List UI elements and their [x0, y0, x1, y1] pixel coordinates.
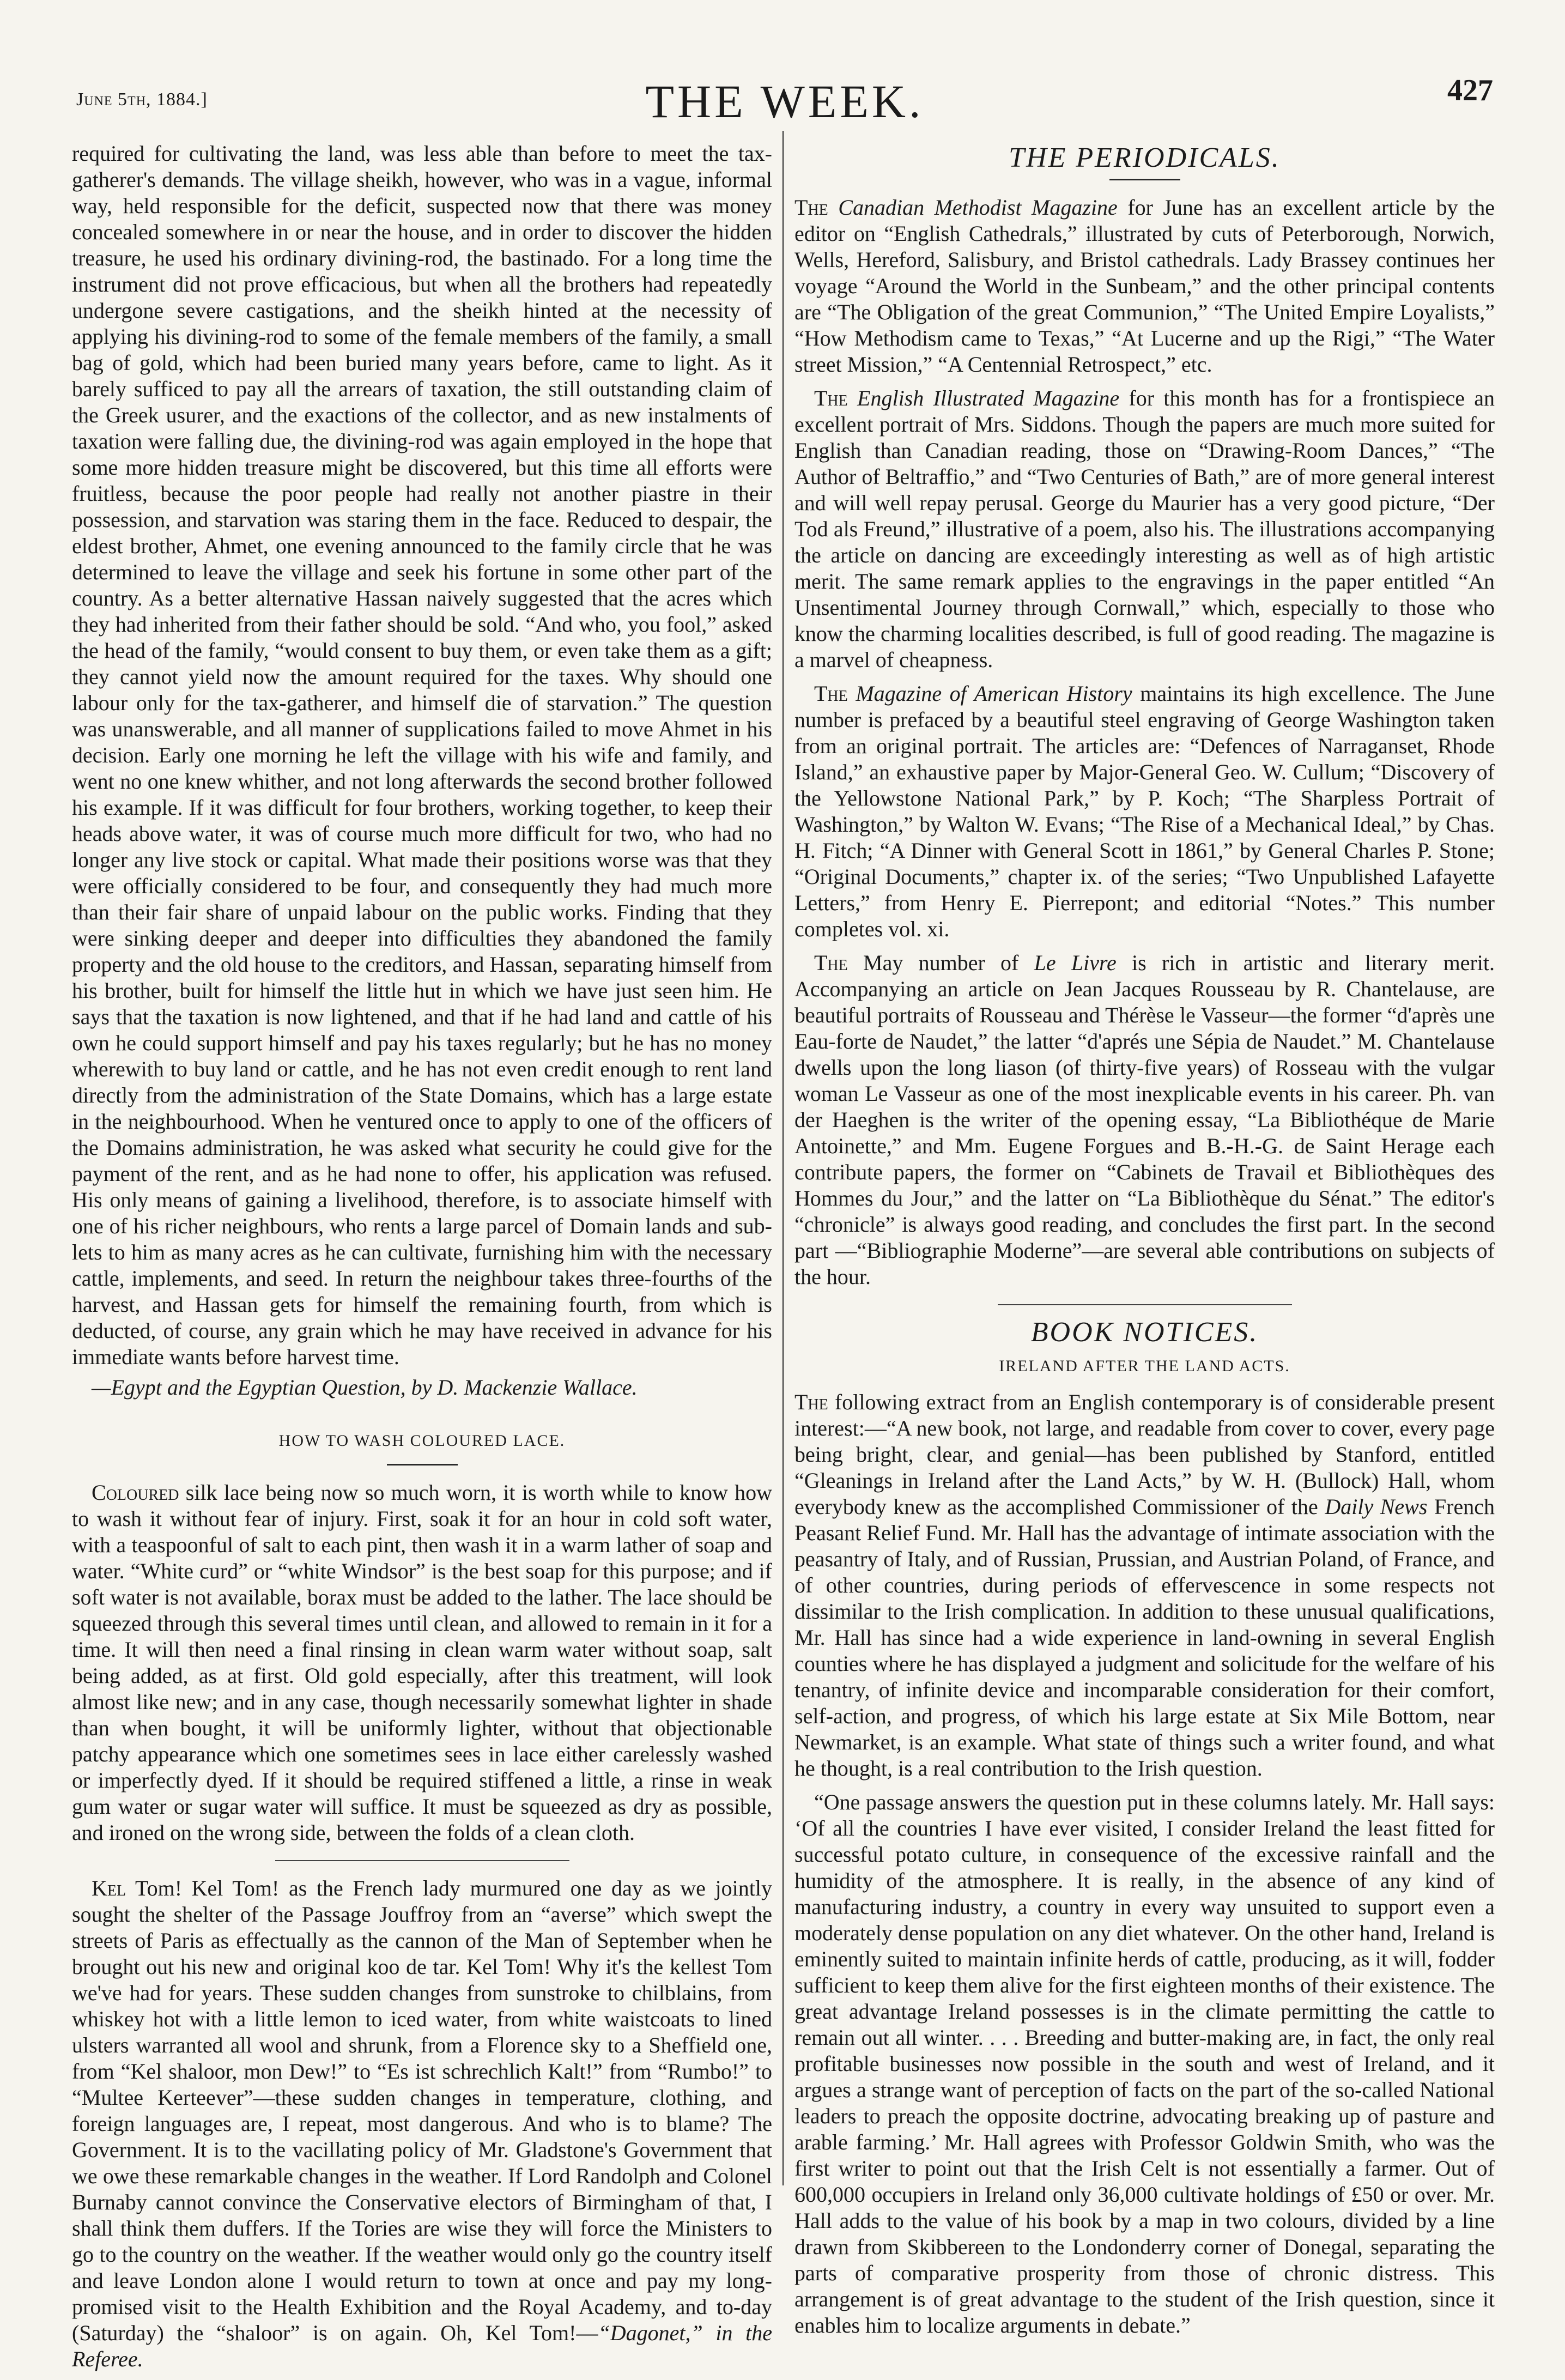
lace-first-word: Coloured: [92, 1480, 179, 1505]
ireland-text: French Peasant Relief Fund. Mr. Hall has the advantage of intimate association with the peasantry of Italy, and of Russian, Prussian, and Austrian Poland, of France, and of other countries, during periods of effervescence in some respects not dissimilar to the Irish complication. In addition to these unusual qualifications, Mr. Hall has since had a wide experience in land-owning in several English counties where he has displayed a judgment and solicitude for the welfare of his tenantry, of infinite device and incomparable consideration for their comfort, self-action, and progress, of which his large estate at Six Mile Bottom, near Newmarket, is an example. What state of things such a writer found, and what he thought, is a real contribution to the Irish question.: [794, 1494, 1495, 1781]
heading-rule: [1109, 179, 1180, 180]
magazine-title: Magazine of American History: [856, 681, 1132, 706]
ireland-quote: “One passage answers the question put in these columns lately. Mr. Hall says: ‘Of all the countries I have ever visited, I consider Ireland the least fitted for successful potato culture, in consequence of the excessive rainfall and the humidity of the atmosphere. It is really, in the absence of any kind of manufacturing industry, a country in every way unsuited to support even a moderately dense population on any diet whatever. On the other hand, Ireland is eminently suited to maintain infinite herds of cattle, producing, as it will, fodder sufficient to keep them alive for the first eighteen months of their existence. The great advantage Ireland possesses is in the climate permitting the cattle to remain out all winter. . . . Breeding and butter-making are, in fact, the only real profitable businesses now possible in the south and west of Ireland, and it argues a strange want of perception of facts on the part of the so-called National leaders to preach the opposite doctrine, advocating breaking up of pasture and arable farming.’ Mr. Hall agrees with Professor Goldwin Smith, who was the first writer to point out that the Irish Celt is not essentially a farmer. Out of 600,000 occupiers in Ireland only 36,000 cultivate holdings of £50 or over. Mr. Hall adds to the value of his book by a map in two colours, divided by a line drawn from Skibbereen to the Londonderry corner of Donegal, separating the parts of comparative prosperity from those of chronic distress. This arrangement is of great advantage to the student of the Irish question, since it enables him to localize arguments in debate.”: [794, 1790, 1495, 2337]
periodical-text: is rich in artistic and literary merit. Accompanying an article on Jean Jacques Rousseau by R. Chantelause, are beautiful portraits of Rousseau and Thérèse le Vasseur—the former “d'après une Eau-forte de Naudet,” the latter “d'aprés une Sépia de Naudet.” M. Chantelause dwells upon the long liason (of thirty-five years) of Rosseau with the vulgar woman Le Vasseur as one of the most inexplicable events in his career. Ph. van der Haeghen is the writer of the opening essay, “La Bibliothéque de Marie Antoinette,” and Mm. Eugene Forgues and B.-H.-G. de Saint Herage each contribute papers, the former on “Cabinets de Travail et Bibliothèques des Hommes du Jour,” and the latter on “La Bibliothèque du Sénat.” The editor's “chronicle” is always good reading, and concludes the first part. In the second part —“Bibliographie Moderne”—are several able contributions on subjects of the hour.: [794, 950, 1495, 1289]
column-divider: [782, 131, 784, 2185]
periodical-text: for this month has for a frontispiece an excellent portrait of Mrs. Siddons. Though the papers are much more suited for English than Canadian reading, those on “Drawing-Room Dances,” “The Author of Beltraffio,” and “Two Centuries of Bath,” are of more general interest and will well repay perusal. George du Maurier has a very good picture, “Der Tod als Freund,” illustrative of a poem, also his. The illustrations accompanying the article on dancing are exceedingly interesting as well as of high artistic merit. The same remark applies to the engravings in the paper entitled “An Unsentimental Journey through Cornwall,” which, especially to those who know the charming localities described, is full of good reading. The magazine is a marvel of cheapness.: [794, 386, 1495, 672]
periodical-english-illustrated: [794, 385, 1495, 673]
keltom-body: Tom! Kel Tom! as the French lady murmured one day as we jointly sought the shelter of the Passage Jouffroy from an “averse” which swept the streets of Paris as effectually as the cannon of the Man of September when he brought out his new and original koo de tar. Kel Tom! Why it's the kellest Tom we've had for years. These sudden changes from sunstroke to chilblains, from whiskey hot with a little lemon to iced water, from white waistcoats to lined ulsters warranted all wool and shrunk, from a Florence sky to a Sheffield one, from “Kel shaloor, mon Dew!” to “Es ist schrechlich Kalt!” from “Rumbo!” to “Multee Kerteever”—these sudden changes in temperature, clothing, and foreign languages are, I repeat, most dangerous. And who is to blame? The Government. It is to the vacillating policy of Mr. Gladstone's Government that we owe these remarkable changes in the weather. If Lord Randolph and Colonel Burnaby cannot convince the Conservative electors of Birmingham of that, I shall think them duffers. If the Tories are wise they will force the Ministers to go to the country on the weather. If the weather would only go the country itself and leave London alone I would return to town at once and pay my long-promised visit to the Health Exhibition and the Royal Academy, and to-day (Saturday) the “shaloor” is on again. Oh, Kel Tom!—: [72, 1876, 772, 2345]
lace-heading: HOW TO WASH COLOURED LACE.: [278, 1432, 566, 1450]
lace-article: [72, 1480, 772, 1846]
ireland-heading: IRELAND AFTER THE LAND ACTS.: [999, 1357, 1290, 1375]
periodical-text: for June has an excellent article by the editor on “English Cathedrals,” illustrated by cuts of Peterborough, Norwich, Wells, Hereford, Salisbury, and Bristol cathedrals. Lady Brassey continues her voyage “Around the World in the Sunbeam,” and the other principal contents are “The Obligation of the great Communion,” “The United Empire Loyalists,” “How Methodism came to Texas,” “At Lucerne and up the Rigi,” “The Water street Mission,” “A Centennial Retrospect,” etc.: [794, 195, 1495, 377]
lead-word: The: [814, 386, 848, 410]
keltom-article: [72, 1875, 772, 2372]
page-header: [76, 70, 1493, 128]
section-separator: [998, 1304, 1292, 1305]
lead-word: The: [814, 681, 848, 706]
masthead-title: THE WEEK.: [645, 75, 924, 128]
book-notices-heading: BOOK NOTICES.: [1030, 1317, 1259, 1348]
magazine-title: English Illustrated Magazine: [857, 386, 1120, 410]
lead-word: The: [794, 195, 828, 220]
issue-date: June 5th, 1884.]: [76, 89, 208, 110]
article-separator: [275, 1860, 569, 1861]
left-column: [72, 141, 772, 2380]
periodical-american-history: [794, 681, 1495, 942]
periodical-text: maintains its high excellence. The June number is prefaced by a beautiful steel engraving of George Washington taken from an original portrait. The articles are: “Defences of Narraganset, Rhode Island,” an exhaustive paper by Major-General Geo. W. Cullum; “Discovery of the Yellowstone National Park,” by P. Koch; “The Sharpless Portrait of Washington,” by Walton W. Evans; “The Rise of a Mechanical Ideal,” by Chas. H. Fitch; “A Dinner with General Scott in 1861,” by General Charles P. Stone; “Original Documents,” chapter ix. of the series; “Two Unpublished Lafayette Letters,” from Henry E. Pierrepont; and editorial “Notes.” This number completes vol. xi.: [794, 681, 1495, 941]
egypt-excerpt: required for cultivating the land, was less able than before to meet the tax-gatherer's demands. The village sheikh, however, who was in a vague, informal way, held responsible for the deficit, suspected now that there was money concealed somewhere in or near the house, and in order to discover the hidden treasure, he used his ordinary divining-rod, the bastinado. For a long time the instrument did not prove efficacious, but when all the brothers had repeatedly undergone severe castigations, and the sheikh hinted at the necessity of applying his divining-rod to some of the female members of the family, a small bag of gold, which had been buried many years before, came to light. As it barely sufficed to pay all the arrears of taxation, the still outstanding claim of the Greek usurer, and the exactions of the collector, and as new instalments of taxation were falling due, the divining-rod was again employed in the hope that some more hidden treasure might be discovered, but this time all efforts were fruitless, because the poor people had really not another piastre in their possession, and starvation was staring them in the face. Reduced to despair, the eldest brother, Ahmet, one evening announced to the family circle that he was determined to leave the village and seek his fortune in some other part of the country. As a better alternative Hassan naively suggested that the acres which they had inherited from their father should be sold. “And who, you fool,” asked the head of the family, “would consent to buy them, or even take them as a gift; they cannot yield now the amount required for the taxes. Why should one labour only for the tax-gatherer, and himself die of starvation.” The question was unanswerable, and all manner of supplications failed to move Ahmet in his decision. Early one morning he left the village with his wife and family, and went no one knew whither, and not long afterwards the second brother followed his example. If it was difficult for four brothers, working together, to keep their heads above water, it was of course much more difficult for two, who had no longer any live stock or capital. What made their positions worse was that they were officially considered to be four, and consequently they had much more than their fair share of unpaid labour on the public works. Finding that they were sinking deeper and deeper into difficulties they abandoned the family property and the old house to the creditors, and Hassan, separating himself from his brother, built for himself the little hut in which we have just seen him. He says that the taxation is now lightened, and that if he had land and cattle of his own he could support himself and pay his taxes regularly; but he has no money wherewith to buy land or cattle, and he has not even credit enough to rent land directly from the administration of the State Domains, which has a large estate in the neighbourhood. When he ventured once to apply to one of the officers of the Domains administration, he was asked what security he could give for the payment of the rent, and as he had none to offer, his application was refused. His only means of gaining a livelihood, therefore, is to associate himself with one of his richer neighbours, who rents a large parcel of Domain lands and sub-lets to him as many acres as he can cultivate, furnishing him with the necessary cattle, implements, and seed. In return the neighbour takes three-fourths of the harvest, and Hassan gets for himself the remaining fourth, from which is deducted, of course, any grain which he may have received in advance for his immediate wants before harvest time.: [72, 141, 772, 1369]
page-number: 427: [1447, 74, 1493, 107]
ireland-text: following extract from an English contemporary is of considerable present interest:—“A new book, not large, and readable from cover to cover, every page being bright, clear, and genial—has been published by Stanford, entitled “Gleanings in Ireland after the Land Acts,” by W. H. (Bullock) Hall, whom everybody knew as the accomplished Commissioner of the: [794, 1390, 1495, 1519]
egypt-attribution: —Egypt and the Egyptian Question, by D. Mackenzie Wallace.: [92, 1375, 638, 1400]
periodical-canadian-methodist: [794, 195, 1495, 378]
lead-word: The: [794, 1390, 828, 1414]
ireland-intro: [794, 1389, 1495, 1782]
keltom-first-word: Kel: [92, 1876, 126, 1900]
magazine-title: Le Livre: [1034, 950, 1117, 975]
keltom-attribution: “Dagonet,” in the Referee.: [72, 2321, 772, 2371]
heading-rule: [387, 1464, 458, 1465]
periodicals-heading: THE PERIODICALS.: [1009, 142, 1281, 173]
lead-word: The: [814, 950, 848, 975]
right-column: [794, 141, 1495, 2346]
newspaper-title: Daily News: [1325, 1494, 1428, 1519]
lace-body: silk lace being now so much worn, it is worth while to know how to wash it without fear of injury. First, soak it for an hour in cold soft water, with a teaspoonful of salt to each pint, then wash it in a warm lather of soap and water. “White curd” or “white Windsor” is the best soap for this purpose; and if soft water is not available, borax must be added to the lather. The lace should be squeezed through this several times until clean, and allowed to remain in it for a time. It will then need a final rinsing in clean warm water without soap, salt being added, as at first. Old gold especially, after this treatment, will look almost like new; and in any case, though necessarily somewhat lighter in shade than when bought, it will be uniformly lighter, without that objectionable patchy appearance which one sometimes sees in lace either carelessly washed or imperfectly dyed. If it should be required stiffened a little, a rinse in weak gum water or sugar water will suffice. It must be squeezed as dry as possible, and ironed on the wrong side, between the folds of a clean cloth.: [72, 1480, 773, 1845]
periodical-le-livre: [794, 950, 1495, 1290]
magazine-title: Canadian Methodist Magazine: [838, 195, 1118, 220]
periodical-text: May number of: [863, 950, 1019, 975]
